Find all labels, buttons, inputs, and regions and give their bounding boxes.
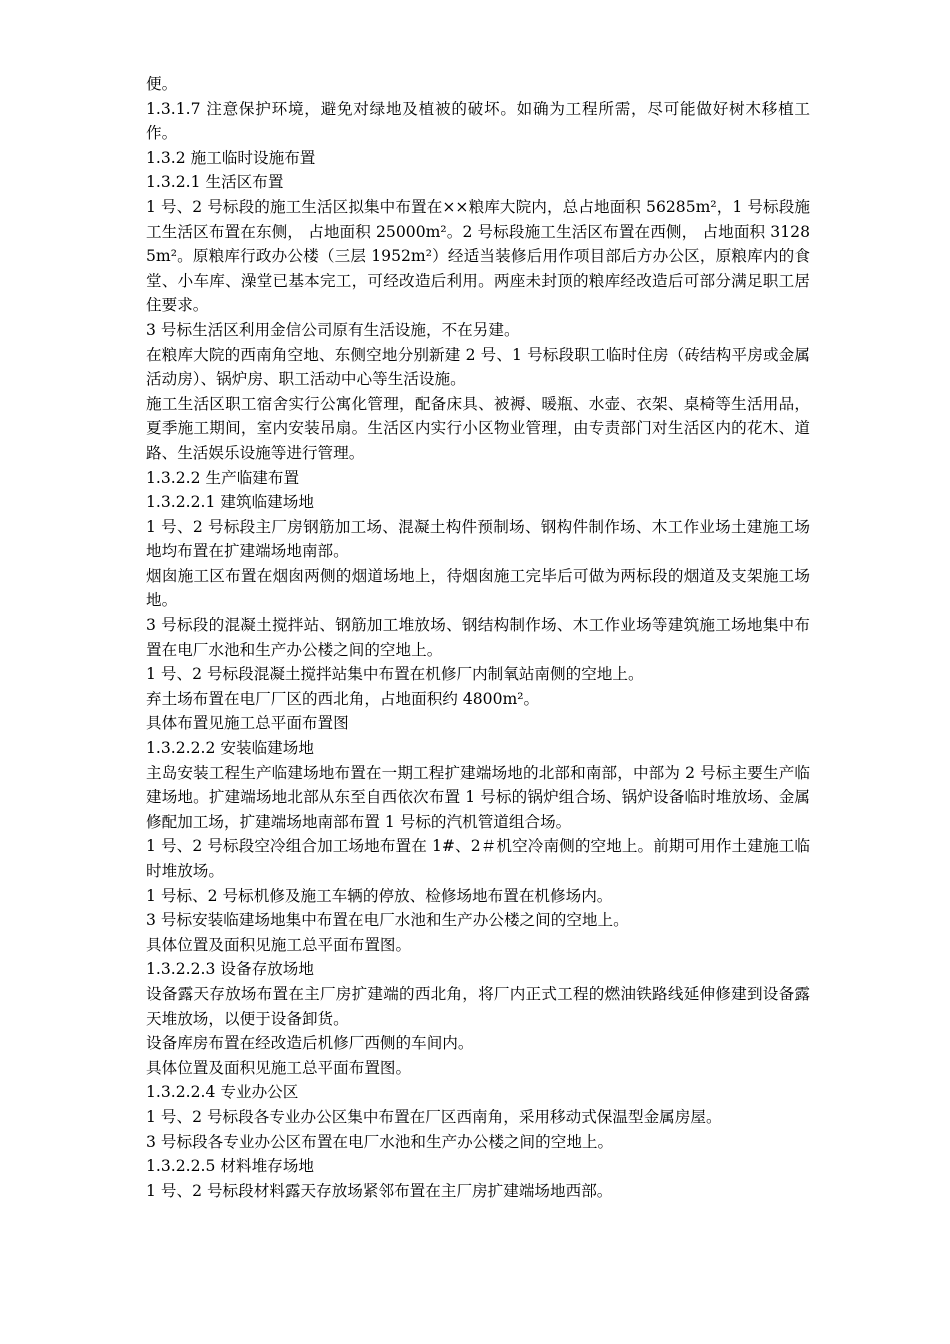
document-page [146,72,810,1203]
heading-1-3-2-2-1: 1.3.2.2.1 建筑临建场地 [146,493,314,512]
paragraph-equipment-yard: 设备露天存放场布置在主厂房扩建端的西北角，将厂内正式工程的燃油铁路线延伸修建到设备露天堆放场，以便于设备卸货。 [146,984,810,1028]
paragraph-concrete-station: 1 号、2 号标段混凝土搅拌站集中布置在机修厂内制氧站南侧的空地上。 [146,665,644,684]
paragraph-office-area-1-2: 1 号、2 号标段各专业办公区集中布置在厂区西南角，采用移动式保温型金属房屋。 [146,1107,722,1126]
paragraph-section3-installation: 3 号标安装临建场地集中布置在电厂水池和生产办公楼之间的空地上。 [146,911,629,930]
heading-1-3-2-1: 1.3.2.1 生活区布置 [146,173,284,192]
paragraph-spoil-site: 弃土场布置在电厂厂区的西北角，占地面积约 4800m²。 [146,689,540,708]
heading-1-3-2-2-2: 1.3.2.2.2 安装临建场地 [146,739,314,758]
paragraph-section3-construction: 3 号标段的混凝土搅拌站、钢筋加工堆放场、钢结构制作场、木工作业场等建筑施工场地集中布置在电厂水池和生产办公楼之间的空地上。 [146,616,810,659]
paragraph-vehicle-repair: 1 号标、2 号标机修及施工车辆的停放、检修场地布置在机修场内。 [146,886,613,905]
paragraph-1-3-1-7: 1.3.1.7 注意保护环境，避免对绿地及植被的破坏。如确为工程所需，尽可能做好树木移植工作。 [146,99,810,143]
heading-1-3-2-2-4: 1.3.2.2.4 专业办公区 [146,1083,299,1102]
heading-1-3-2: 1.3.2 施工临时设施布置 [146,148,316,167]
heading-1-3-2-2-3: 1.3.2.2.3 设备存放场地 [146,960,314,979]
paragraph-material-yard: 1 号、2 号标段材料露天存放场紧邻布置在主厂房扩建端场地西部。 [146,1181,613,1200]
paragraph-section3-living: 3 号标生活区利用金信公司原有生活设施，不在另建。 [146,320,520,339]
paragraph-air-cooling-site: 1 号、2 号标段空冷组合加工场地布置在 1#、2＃机空冷南侧的空地上。前期可用作土建施工临时堆放场。 [146,837,810,880]
paragraph-chimney-area: 烟囱施工区布置在烟囱两侧的烟道场地上，待烟囱施工完毕后可做为两标段的烟道及支架施工场地。 [146,566,810,610]
paragraph-see-plan-3: 具体位置及面积见施工总平面布置图。 [146,1058,412,1077]
paragraph-new-housing: 在粮库大院的西南角空地、东侧空地分别新建 2 号、1 号标段职工临时住房（砖结构平房或金属活动房）、锅炉房、职工活动中心等生活设施。 [146,345,810,389]
heading-1-3-2-2-5: 1.3.2.2.5 材料堆存场地 [146,1157,314,1176]
paragraph-continuation: 便。 [146,75,178,93]
paragraph-living-area-layout: 1 号、2 号标段的施工生活区拟集中布置在××粮库大院内，总占地面积 56285m²，1 号标段施工生活区布置在东侧， 占地面积 25000m²。2 号标段施工生活区布置在西侧， 占地面积 31285m²。原粮库行政办公楼（三层 1952m²）经适当装修后用作项目部后方办公区，原粮库内的食堂、小车库、澡堂已基本完工，可经改造后利用。两座未封顶的粮库经改造后可部分满足职工居住要求。 [146,197,810,315]
heading-1-3-2-2: 1.3.2.2 生产临建布置 [146,468,300,487]
paragraph-main-building-sites: 1 号、2 号标段主厂房钢筋加工场、混凝土构件预制场、钢构件制作场、木工作业场土建施工场地均布置在扩建端场地南部。 [146,517,810,561]
paragraph-dorm-management: 施工生活区职工宿舍实行公寓化管理，配备床具、被褥、暖瓶、水壶、衣架、桌椅等生活用品，夏季施工期间，室内安装吊扇。生活区内实行小区物业管理，由专责部门对生活区内的花木、道路、生活娱乐设施等进行管理。 [146,394,810,462]
paragraph-installation-sites: 主岛安装工程生产临建场地布置在一期工程扩建端场地的北部和南部，中部为 2 号标主要生产临建场地。扩建端场地北部从东至自西依次布置 1 号标的锅炉组合场、锅炉设备临时堆放场、金属修配加工场，扩建端场地南部布置 1 号标的汽机管道组合场。 [146,763,810,831]
paragraph-equipment-warehouse: 设备库房布置在经改造后机修厂西侧的车间内。 [146,1034,474,1053]
paragraph-see-plan-1: 具体布置见施工总平面布置图 [146,714,349,733]
paragraph-see-plan-2: 具体位置及面积见施工总平面布置图。 [146,935,412,954]
paragraph-office-area-3: 3 号标段各专业办公区布置在电厂水池和生产办公楼之间的空地上。 [146,1132,614,1151]
